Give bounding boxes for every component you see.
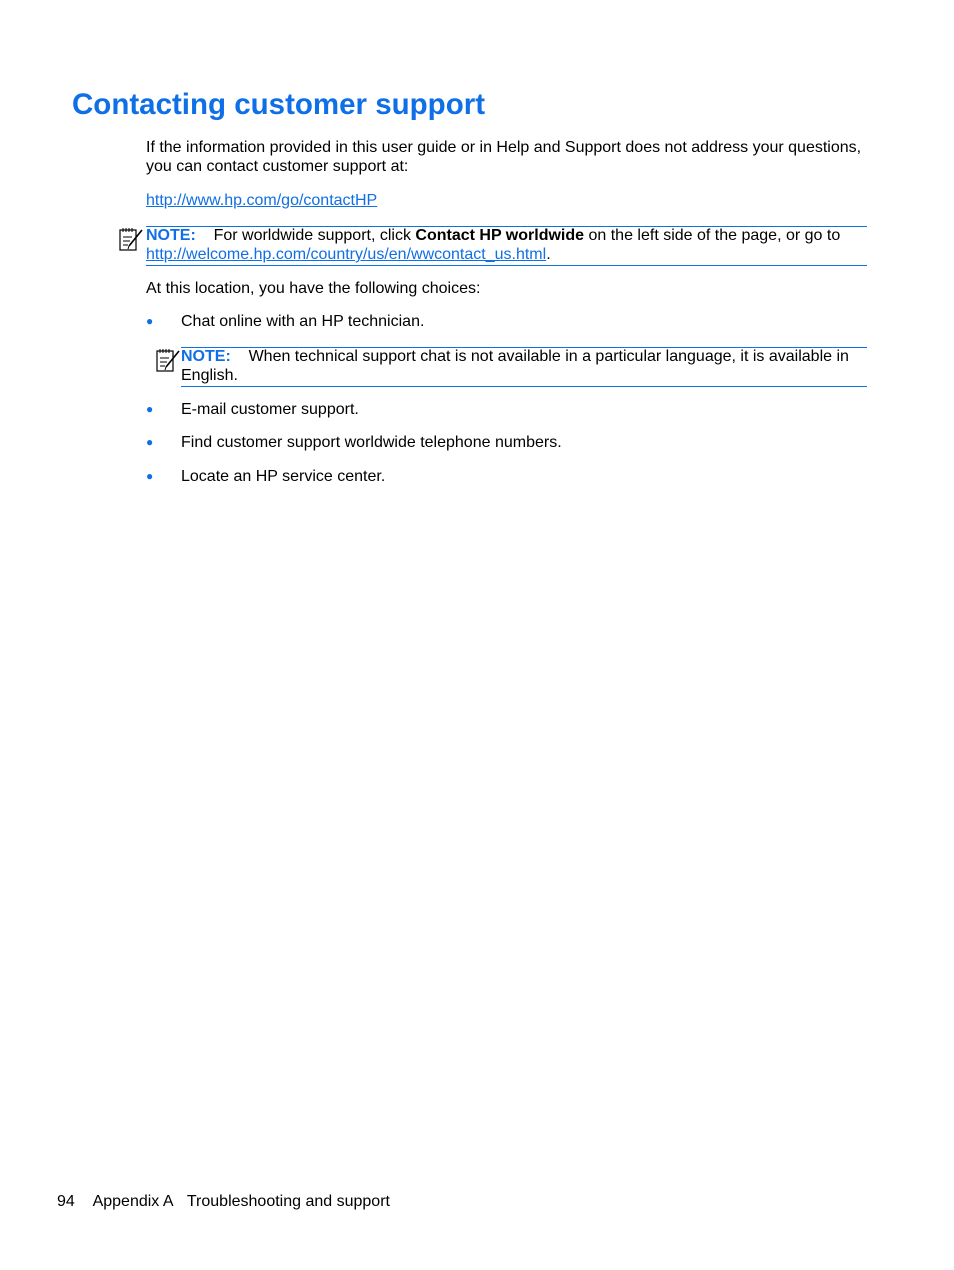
note-label: NOTE:: [146, 227, 196, 244]
note-pencil-icon: [118, 226, 144, 252]
list-item: Find customer support worldwide telephone numbers.: [181, 434, 562, 451]
list-item: Locate an HP service center.: [181, 468, 386, 485]
note-pencil-icon: [155, 347, 181, 373]
bullet-icon: ●: [146, 469, 154, 483]
wwcontact-link[interactable]: http://welcome.hp.com/country/us/en/wwcontact_us.html: [146, 246, 547, 263]
note-worldwide-support: [146, 226, 867, 266]
list-item: Chat online with an HP technician.: [181, 313, 425, 330]
contact-hp-worldwide-text: Contact HP worldwide: [415, 227, 585, 244]
contact-hp-link[interactable]: http://www.hp.com/go/contactHP: [146, 192, 378, 209]
note-text-after: on the left side of the page, or go to: [588, 227, 841, 244]
list-item: E-mail customer support.: [181, 401, 359, 418]
bullet-icon: ●: [146, 435, 154, 449]
note-end: .: [546, 246, 551, 263]
bullet-icon: ●: [146, 314, 154, 328]
page-number: 94: [57, 1193, 75, 1210]
note-label: NOTE:: [181, 348, 231, 365]
note-text: For worldwide support, click: [213, 227, 411, 244]
note-chat-language: [181, 347, 867, 387]
contact-link-paragraph: [146, 191, 868, 210]
footer-section: Appendix A: [92, 1193, 174, 1210]
intro-paragraph: If the information provided in this user guide or in Help and Support does not address your questions, you can contact customer support at:: [146, 139, 862, 175]
choices-intro: At this location, you have the following choices:: [146, 280, 481, 297]
bullet-icon: ●: [146, 402, 154, 416]
footer-chapter: Troubleshooting and support: [186, 1193, 390, 1210]
note-text: When technical support chat is not available in a particular language, it is available in English.: [181, 348, 849, 384]
page-footer: [57, 1192, 390, 1211]
page-title: Contacting customer support: [72, 88, 486, 121]
